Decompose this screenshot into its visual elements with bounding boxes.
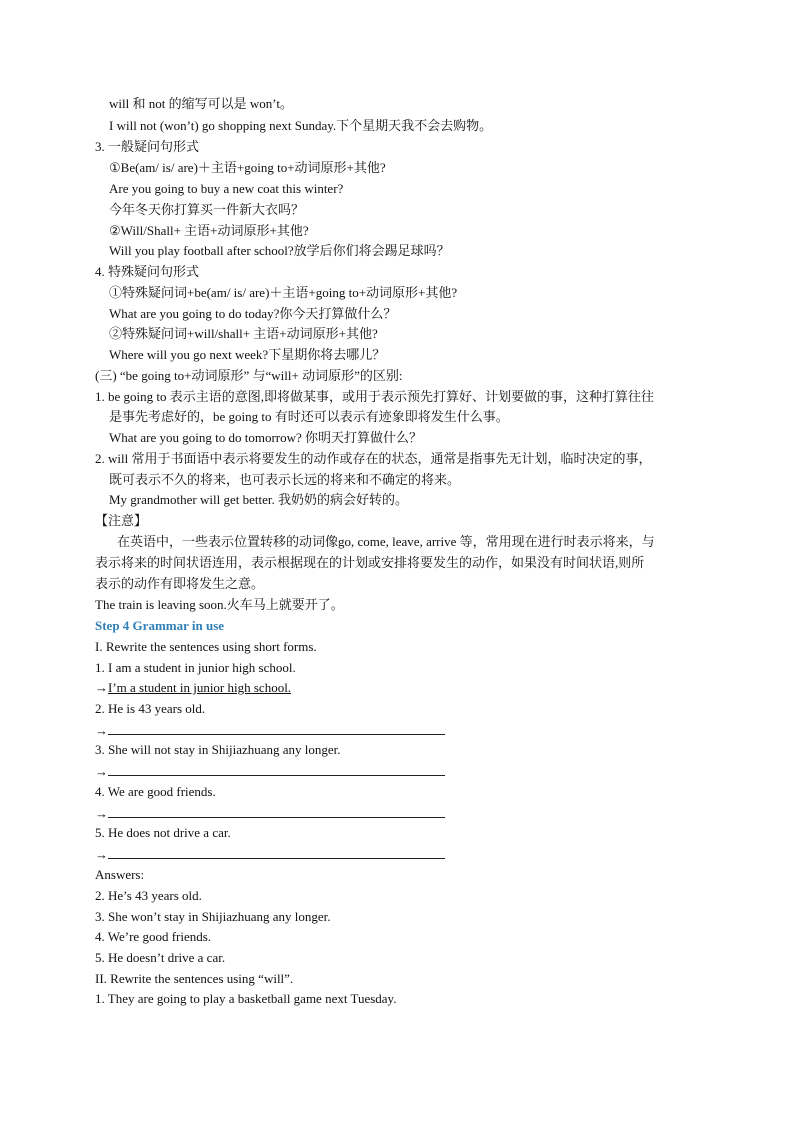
exercise-item: 1. They are going to play a basketball game next Tuesday.: [95, 991, 397, 1006]
example-answer: I’m a student in junior high school.: [108, 680, 292, 695]
arrow: →: [95, 847, 108, 862]
text-line: I will not (won’t) go shopping next Sunday.下个星期天我不会去购物。: [109, 118, 493, 133]
exercise-item: 5. He does not drive a car.: [95, 825, 231, 840]
answer-blank[interactable]: [108, 805, 445, 818]
text-line: 在英语中，一些表示位置转移的动词像go, come, leave, arrive 等，常用现在进行时表示将来，与: [117, 534, 655, 549]
answer-line: [95, 680, 291, 696]
section-heading: (三) “be going to+动词原形” 与“will+ 动词原形”的区别:: [95, 368, 403, 383]
answers-heading: Answers:: [95, 867, 145, 882]
step-heading: Step 4 Grammar in use: [95, 618, 225, 633]
text-line: ①特殊疑问词+be(am/ is/ are)＋主语+going to+动词原形+其他?: [109, 285, 458, 300]
answer-line: [95, 805, 445, 822]
text-line: What are you going to do today?你今天打算做什么？: [109, 306, 397, 321]
arrow: →: [95, 723, 108, 738]
text-line: The train is leaving soon.火车马上就要开了。: [95, 597, 344, 612]
note-heading: 【注意】: [95, 513, 148, 528]
arrow: →: [95, 764, 108, 779]
text-line: ②Will/Shall+ 主语+动词原形+其他?: [109, 223, 309, 238]
answer-item: 4. We’re good friends.: [95, 929, 212, 944]
answer-line: [95, 722, 445, 739]
answer-line: [95, 846, 445, 863]
text-line: My grandmother will get better. 我奶奶的病会好转的。: [109, 492, 408, 507]
exercise-item: 2. He is 43 years old.: [95, 701, 206, 716]
exercise-instruction: II. Rewrite the sentences using “will”.: [95, 971, 294, 986]
numbered-heading: 4. 特殊疑问句形式: [95, 264, 200, 279]
answer-line: [95, 763, 445, 780]
text-line: 1. be going to 表示主语的意图,即将做某事，或用于表示预先打算好、计划要做的事，这种打算往往: [95, 389, 654, 404]
exercise-instruction: I. Rewrite the sentences using short forms.: [95, 639, 317, 654]
text-line: 表示的动作有即将发生之意。: [95, 576, 265, 591]
text-line: What are you going to do tomorrow? 你明天打算做什么？: [109, 430, 423, 445]
text-line: will 和 not 的缩写可以是 won’t。: [109, 96, 293, 111]
answer-item: 3. She won’t stay in Shijiazhuang any longer.: [95, 909, 331, 924]
answer-blank[interactable]: [108, 846, 445, 859]
text-line: Where will you go next week?下星期你将去哪儿？: [109, 347, 386, 362]
text-line: 2. will 常用于书面语中表示将要发生的动作或存在的状态，通常是指事先无计划，临时决定的事，: [95, 451, 652, 466]
numbered-heading: 3. 一般疑问句形式: [95, 139, 200, 154]
answer-item: 5. He doesn’t drive a car.: [95, 950, 226, 965]
text-line: 既可表示不久的将来，也可表示长远的将来和不确定的将来。: [109, 472, 461, 487]
text-line: Will you play football after school?放学后你们将会踢足球吗？: [109, 243, 450, 258]
arrow: →: [95, 680, 108, 695]
answer-blank[interactable]: [108, 763, 445, 776]
text-line: 表示将来的时间状语连用，表示根据现在的计划或安排将要发生的动作，如果没有时间状语,则所: [95, 555, 645, 570]
answer-blank[interactable]: [108, 722, 445, 735]
text-line: 是事先考虑好的，be going to 有时还可以表示有迹象即将发生什么事。: [109, 409, 509, 424]
text-line: Are you going to buy a new coat this winter?: [109, 181, 344, 196]
text-line: ②特殊疑问词+will/shall+ 主语+动词原形+其他?: [109, 326, 378, 341]
text-line: ①Be(am/ is/ are)＋主语+going to+动词原形+其他?: [109, 160, 386, 175]
exercise-item: 3. She will not stay in Shijiazhuang any longer.: [95, 742, 341, 757]
answer-item: 2. He’s 43 years old.: [95, 888, 202, 903]
text-line: 今年冬天你打算买一件新大衣吗？: [109, 202, 305, 217]
exercise-item: 4. We are good friends.: [95, 784, 216, 799]
arrow: →: [95, 806, 108, 821]
exercise-item: 1. I am a student in junior high school.: [95, 660, 296, 675]
